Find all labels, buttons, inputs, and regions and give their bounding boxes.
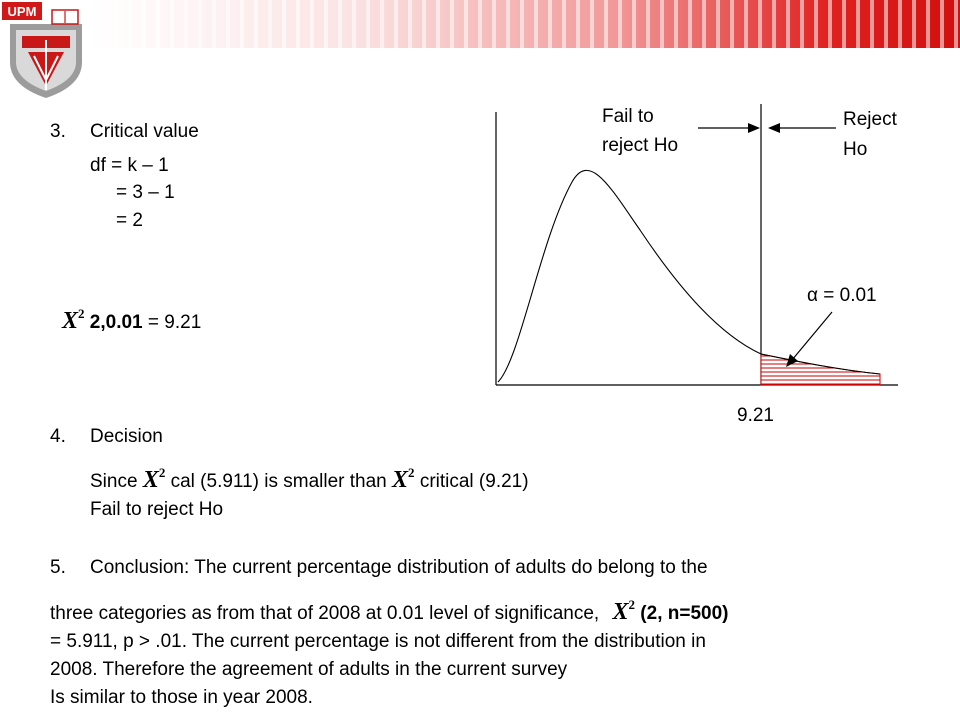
conclusion-line-2-text: three categories as from that of 2008 at 0.01 level of significance, <box>50 603 600 624</box>
fail-label-1: Fail to <box>602 106 654 127</box>
since-prefix: Since <box>90 471 138 492</box>
fail-arrow-head-icon <box>748 123 760 133</box>
conclusion-stat: (2, n=500) <box>640 603 729 624</box>
step3-line-3: = 2 <box>116 210 143 231</box>
since-mid: cal (5.911) is smaller than <box>170 471 387 492</box>
alpha-arrow-line <box>792 312 832 360</box>
step3-title: Critical value <box>90 121 199 142</box>
step3-line-1: df = k – 1 <box>90 155 169 176</box>
decision-sentence <box>90 458 529 497</box>
conclusion-line-5: Is similar to those in year 2008. <box>50 687 313 708</box>
conclusion-line-2 <box>50 590 728 629</box>
conclusion-line-4: 2008. Therefore the agreement of adults in the current survey <box>50 659 568 680</box>
chi-square-symbol: $X^2$ <box>612 597 636 625</box>
rejection-region <box>761 354 880 385</box>
critical-value: = 9.21 <box>147 312 202 333</box>
conclusion-line-1: Conclusion: The current percentage distribution of adults do belong to the <box>90 557 708 578</box>
reject-arrow-head-icon <box>768 123 780 133</box>
chi-square-symbol: $X^2$ <box>392 465 415 493</box>
upm-shield-icon <box>0 0 92 100</box>
step3-number: 3. <box>50 121 66 142</box>
conclusion-line-3: = 5.911, p > .01. The current percentage is not different from the distribution in <box>50 631 706 652</box>
density-curve <box>498 170 880 382</box>
step3-line-2: = 3 – 1 <box>116 182 175 203</box>
step4-title: Decision <box>90 426 163 447</box>
critical-tick-label: 9.21 <box>737 405 774 426</box>
critical-subscript: 2,0.01 <box>89 312 143 333</box>
upm-logo <box>0 0 92 100</box>
step5-number: 5. <box>50 557 66 578</box>
since-suffix: critical (9.21) <box>419 471 529 492</box>
alpha-label: α = 0.01 <box>807 285 877 306</box>
reject-label-1: Reject <box>843 109 897 130</box>
logo-text: UPM <box>7 4 37 19</box>
step4-number: 4. <box>50 426 66 447</box>
chi-square-symbol: $X^2$ <box>62 306 85 334</box>
critical-formula <box>62 300 201 337</box>
reject-label-2: Ho <box>843 139 868 160</box>
header-stripe <box>90 0 960 48</box>
fail-label-2: reject Ho <box>602 135 679 156</box>
decision-result: Fail to reject Ho <box>90 499 224 520</box>
chi-square-symbol: $X^2$ <box>142 465 166 493</box>
